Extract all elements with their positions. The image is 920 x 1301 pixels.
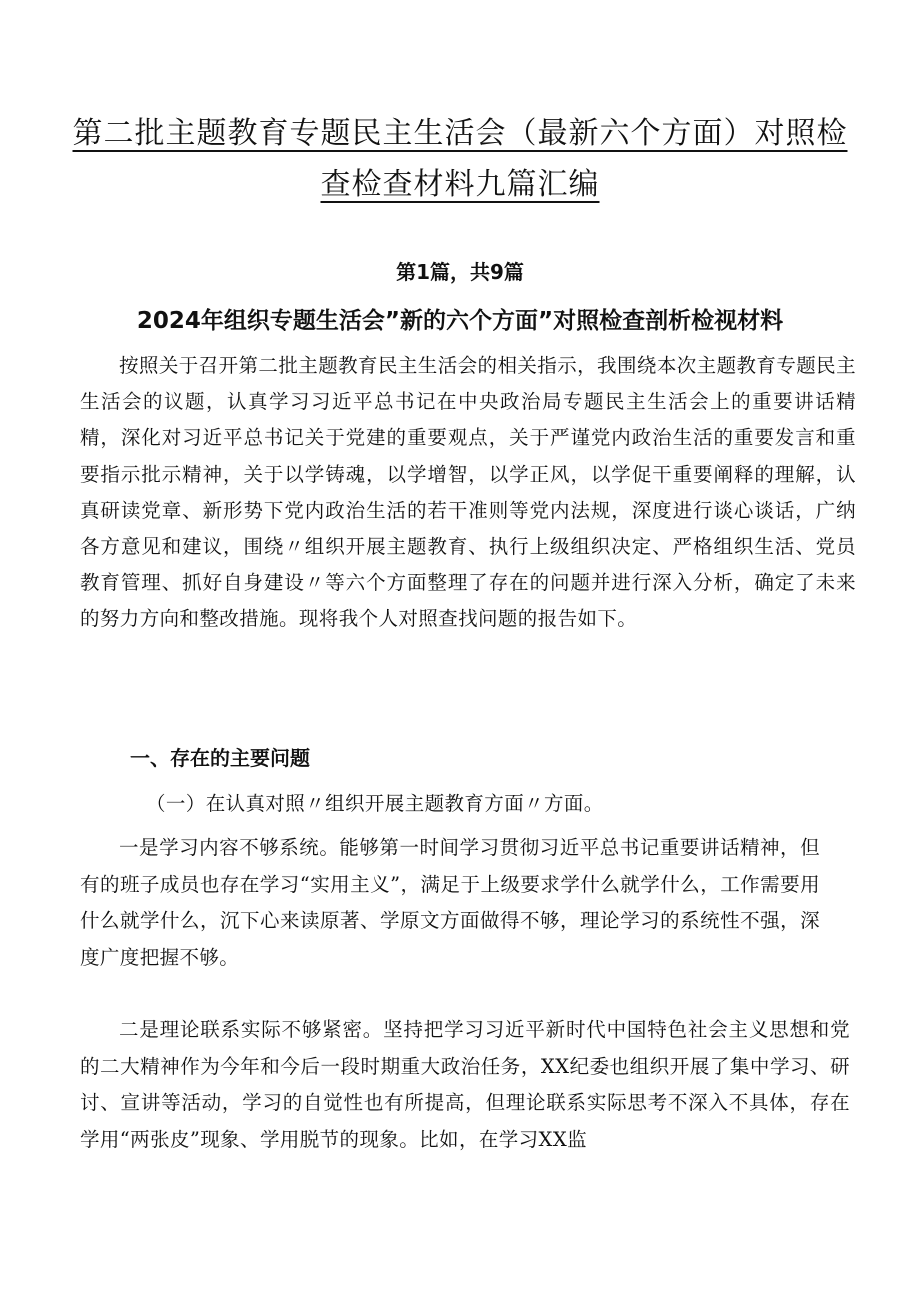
article-subtitle: 2024年组织专题生活会”新的六个方面”对照检查剖析检视材料: [136, 308, 784, 334]
intro-paragraph: 按照关于召开第二批主题教育民主生活会的相关指示，我围绕本次主题教育专题民主生活会的议题，认真学习习近平总书记在中央政治局专题民主生活会上的重要讲话精精，深化对习近平总书记关于党建的重要观点，关于严谨党内政治生活的重要发言和重要指示批示精神，关于以学铸魂，以学增智，以学正风，以学促干重要阐释的理解，认真研读党章、新形势下党内政治生活的若干准则等党内法规，深度进行谈心谈话，广纳各方意见和建议，围绕〃组织开展主题教育、执行上级组织决定、严格组织生活、党员教育管理、抓好自身建设〃等六个方面整理了存在的问题并进行深入分析，确定了未来的努力方向和整改措施。现将我个人对照查找问题的报告如下。: [80, 354, 856, 631]
section-heading: 一、存在的主要问题: [130, 746, 310, 770]
document-title: 第二批主题教育专题民主生活会（最新六个方面）对照检查检查材料九篇汇编: [72, 116, 848, 202]
point-one-paragraph: 一是学习内容不够系统。能够第一时间学习贯彻习近平总书记重要讲话精神，但有的班子成员也存在学习“实用主义”，满足于上级要求学什么就学什么，工作需要用什么就学什么，沉下心来读原著、学原文方面做得不够，理论学习的系统性不强，深度广度把握不够。: [80, 836, 820, 969]
point-two-paragraph: 二是理论联系实际不够紧密。坚持把学习习近平新时代中国特色社会主义思想和党的二大精神作为今年和今后一段时期重大政治任务，XX纪委也组织开展了集中学习、研讨、宣讲等活动，学习的自觉性也有所提高，但理论联系实际思考不深入不具体，存在学用“两张皮”现象、学用脱节的现象。比如，在学习XX监: [80, 1018, 850, 1151]
part-label: 第1篇，共9篇: [396, 260, 524, 284]
subsection-heading: （一）在认真对照〃组织开展主题教育方面〃方面。: [146, 792, 604, 815]
